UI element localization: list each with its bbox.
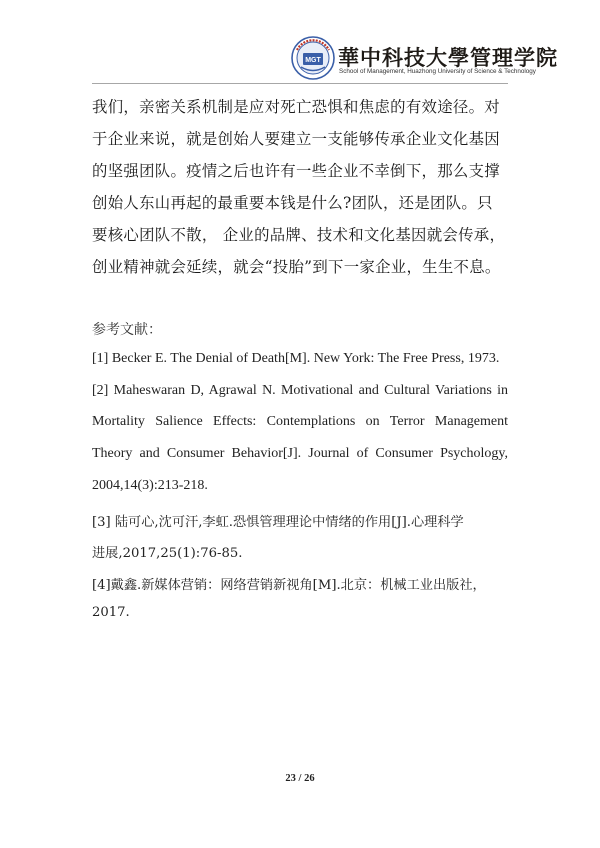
reference-3-line: [3] 陆可心,沈可汗,李虹.恐惧管理理论中情绪的作用[J].心理科学 (92, 515, 464, 530)
reference-2-line: [2] Maheswaran D, Agrawal N. Motivational and Cultural Variations in (92, 383, 508, 398)
school-name-cn: 華中科技大學管理学院 (338, 45, 558, 70)
university-seal-icon (291, 36, 335, 80)
reference-4-line: 2017. (92, 605, 130, 620)
school-name-en: School of Management, Huazhong University of Science & Technology (339, 68, 536, 75)
reference-1: [1] Becker E. The Denial of Death[M]. New York: The Free Press, 1973. (92, 351, 500, 366)
paragraph-line: 于企业来说，就是创始人要建立一支能够传承企业文化基因 (92, 130, 500, 148)
page-header (0, 0, 600, 84)
svg-text:MGT: MGT (305, 57, 321, 64)
paragraph-line: 创业精神就会延续，就会“投胎”到下一家企业，生生不息。 (92, 258, 501, 276)
header-divider (92, 83, 508, 84)
reference-2-line: 2004,14(3):213-218. (92, 478, 208, 493)
references-title: 参考文献： (92, 322, 162, 338)
page-number: 23 / 26 (285, 773, 315, 784)
reference-2-line: Mortality Salience Effects: Contemplations on Terror Management (92, 414, 508, 429)
paragraph-line: 要核心团队不散， 企业的品牌、技术和文化基因就会传承， (92, 226, 506, 244)
reference-2-line: Theory and Consumer Behavior[J]. Journal of Consumer Psychology, (92, 446, 508, 461)
reference-3-line: 进展,2017,25(1):76-85. (92, 546, 243, 561)
paragraph-line: 我们，亲密关系机制是应对死亡恐惧和焦虑的有效途径。对 (92, 98, 500, 116)
paragraph-line: 创始人东山再起的最重要本钱是什么?团队，还是团队。只 (92, 194, 493, 212)
paragraph-line: 的坚强团队。疫情之后也许有一些企业不幸倒下，那么支撑 (92, 162, 500, 180)
reference-4-line: [4]戴鑫.新媒体营销：网络营销新视角[M].北京：机械工业出版社， (92, 578, 486, 593)
